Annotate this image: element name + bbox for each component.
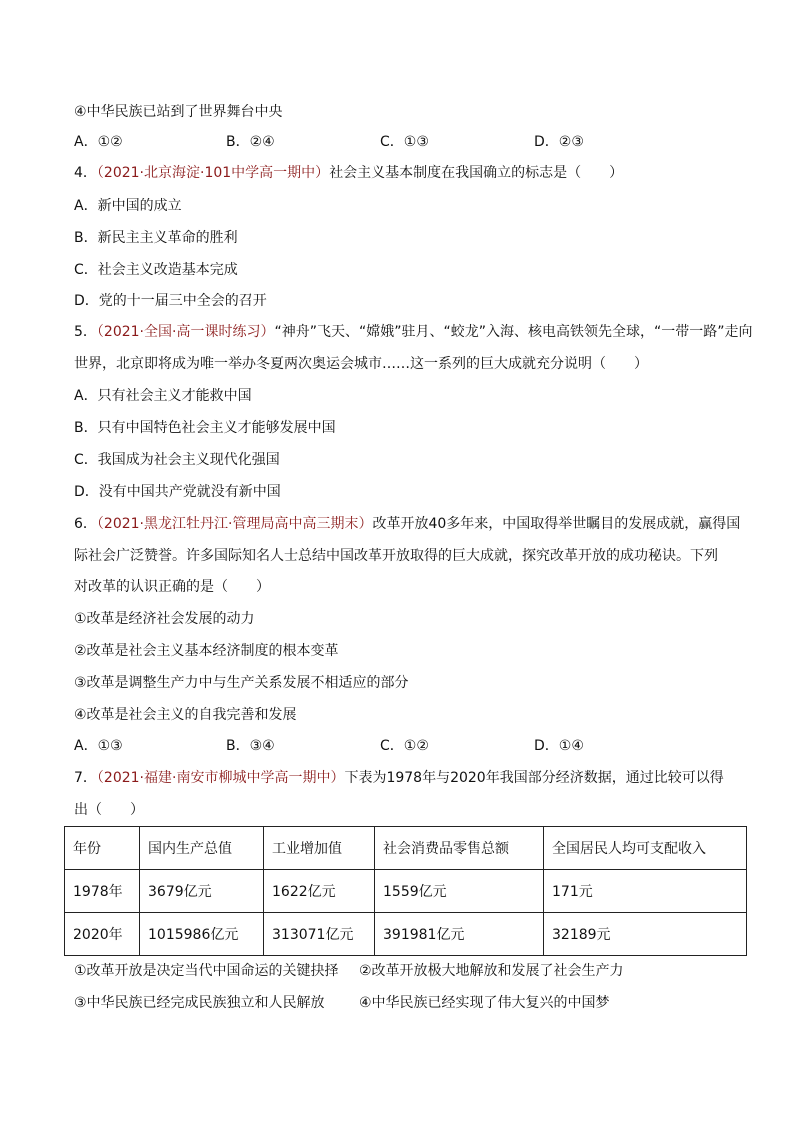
q5-stem-line2: 世界，北京即将成为唯一举办冬夏两次奥运会城市……这一系列的巨大成就充分说明（ ） <box>74 356 648 372</box>
q6-stem-line3: 对改革的认识正确的是（ ） <box>74 579 270 595</box>
q6-option-b: B．③④ <box>226 738 275 754</box>
table-cell: 32189元 <box>544 913 747 956</box>
q4-stem <box>74 163 623 183</box>
q6-item-1: ①改革是经济社会发展的动力 <box>74 611 255 627</box>
economic-data-table <box>64 826 747 956</box>
q6-stem-line2: 际社会广泛赞誉。许多国际知名人士总结中国改革开放取得的巨大成就，探究改革开放的成功秘诀。下列 <box>74 548 718 564</box>
q7-item-4: ④中华民族已经实现了伟大复兴的中国梦 <box>359 995 610 1011</box>
q4-number: 4． <box>74 165 97 181</box>
q4-option-b: B．新民主主义革命的胜利 <box>74 230 238 246</box>
table-cell: 313071亿元 <box>264 913 375 956</box>
q6-stem-line1 <box>74 514 740 534</box>
q4-option-a: A．新中国的成立 <box>74 198 182 214</box>
q5-option-c: C．我国成为社会主义现代化强国 <box>74 452 280 468</box>
q3-option-a: A．①② <box>74 134 123 150</box>
table-cell: 171元 <box>544 870 747 913</box>
table-cell: 2020年 <box>65 913 140 956</box>
q7-stem-line1 <box>74 768 724 788</box>
table-cell: 391981亿元 <box>375 913 544 956</box>
table-cell: 1559亿元 <box>375 870 544 913</box>
q6-number: 6． <box>74 516 97 532</box>
q6-source: （2021·黑龙江牡丹江·管理局高中高三期末） <box>96 516 373 532</box>
q6-option-d: D．①④ <box>534 738 584 754</box>
q7-number: 7． <box>74 770 97 786</box>
q4-source: （2021·北京海淀·101中学高一期中） <box>96 165 330 181</box>
q7-source: （2021·福建·南安市柳城中学高一期中） <box>96 770 345 786</box>
q5-source: （2021·全国·高一课时练习） <box>96 324 275 340</box>
q6-item-4: ④改革是社会主义的自我完善和发展 <box>74 707 297 723</box>
q6-stem-text-1: 改革开放40多年来，中国取得举世瞩目的发展成就，赢得国 <box>372 516 741 532</box>
q6-option-c: C．①② <box>380 738 429 754</box>
q4-option-d: D．党的十一届三中全会的召开 <box>74 293 267 309</box>
q5-option-d: D．没有中国共产党就没有新中国 <box>74 484 281 500</box>
q7-stem-line2: 出（ ） <box>74 802 144 818</box>
table-cell: 1622亿元 <box>264 870 375 913</box>
q4-stem-text: 社会主义基本制度在我国确立的标志是（ ） <box>329 165 624 181</box>
q7-stem-text-1: 下表为1978年与2020年我国部分经济数据，通过比较可以得 <box>344 770 724 786</box>
q7-item-3: ③中华民族已经完成民族独立和人民解放 <box>74 995 325 1011</box>
table-header-cell: 年份 <box>65 827 140 870</box>
q3-item-4: ④中华民族已站到了世界舞台中央 <box>74 104 283 120</box>
table-cell: 1978年 <box>65 870 140 913</box>
table-header-cell: 全国居民人均可支配收入 <box>544 827 747 870</box>
q4-option-c: C．社会主义改造基本完成 <box>74 262 238 278</box>
q5-number: 5． <box>74 324 97 340</box>
table-header-cell: 国内生产总值 <box>140 827 264 870</box>
q5-stem-text-1: “神舟”飞天、“嫦娥”驻月、“蛟龙”入海、核电高铁领先全球，“一带一路”走向 <box>274 324 753 340</box>
q6-item-3: ③改革是调整生产力中与生产关系发展不相适应的部分 <box>74 675 409 691</box>
table-header-cell: 社会消费品零售总额 <box>375 827 544 870</box>
table-cell: 1015986亿元 <box>140 913 264 956</box>
table-cell: 3679亿元 <box>140 870 264 913</box>
q3-option-c: C．①③ <box>380 134 429 150</box>
table-row <box>65 870 747 913</box>
table-header-cell: 工业增加值 <box>264 827 375 870</box>
q6-option-a: A．①③ <box>74 738 123 754</box>
q5-option-b: B．只有中国特色社会主义才能够发展中国 <box>74 420 336 436</box>
q3-option-b: B．②④ <box>226 134 275 150</box>
q6-item-2: ②改革是社会主义基本经济制度的根本变革 <box>74 643 339 659</box>
q7-item-2: ②改革开放极大地解放和发展了社会生产力 <box>359 963 624 979</box>
q7-item-1: ①改革开放是决定当代中国命运的关键抉择 <box>74 963 339 979</box>
table-row <box>65 913 747 956</box>
table-header-row <box>65 827 747 870</box>
q3-option-d: D．②③ <box>534 134 584 150</box>
q5-stem-line1 <box>74 322 752 342</box>
q5-option-a: A．只有社会主义才能救中国 <box>74 388 252 404</box>
